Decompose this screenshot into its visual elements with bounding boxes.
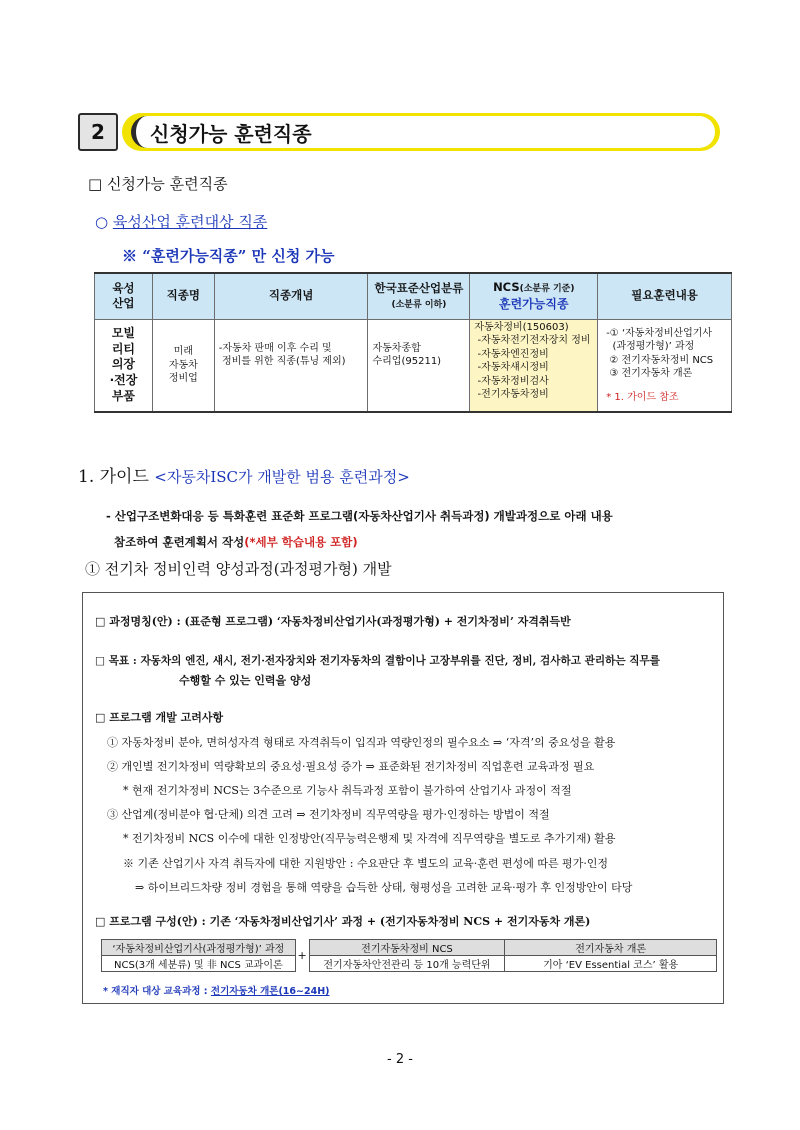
box-goal: □ 목표 : 자동차의 엔진, 섀시, 전기·전자장치와 전기자동차의 결함이나 고장부위를 진단, 정비, 검사하고 관리하는 직무를 [95,655,660,667]
comp-cell-3: 기아 ‘EV Essential 코스’ 활용 [505,956,717,972]
required-list: -① ‘자동차정비산업기사 (과정평가형)’ 과정 ② 전기자동차정비 NCS ③ 전기자동차 개론 [606,327,714,379]
guide-title: 1. 가이드 [78,467,155,487]
header-ncs-blue: 훈련가능직종 [498,296,569,311]
header-ksic-title: 한국표준산업분류 [374,280,464,295]
footnote-course: 전기자동차 개론(16~24H) [210,986,330,997]
box-item-1: ① 자동차정비 분야, 면허성자격 형태로 자격취득이 입직과 역량인정의 필수요소 ⇒ ‘자격’의 중요성을 활용 [107,736,616,749]
cell-ncs: 자동차정비(150603) -자동차전기전자장치 정비 -자동차엔진정비 -자동차섀시정비 -자동차정비검사 -전기자동차정비 [470,319,598,412]
box-support-note: ※ 기존 산업기사 자격 취득자에 대한 지원방안 : 수요판단 후 별도의 교육·훈련 편성에 따른 평가·인정 [123,857,609,870]
header-ksic [368,273,470,319]
box-item-3-note: * 전기차정비 NCS 이수에 대한 인정방안(직무능력은행제 및 자격에 직무역량을 별도로 추가기재) 활용 [123,832,616,845]
comp-cell-2: 전기자동차안전관리 등 10개 능력단위 [309,956,505,972]
box-goal-cont: 수행할 수 있는 인력을 양성 [179,674,312,687]
table-row [95,319,732,412]
heading-available-jobs: □ 신청가능 훈련직종 [88,175,228,193]
comp-header-1: ‘자동차정비산업기사(과정평가형)’ 과정 [102,940,296,956]
cell-job: 미래 자동차 정비업 [152,319,214,412]
comp-cell-1: NCS(3개 세분류) 및 非 NCS 교과이론 [102,956,296,972]
page-number: - 2 - [387,1052,413,1067]
cell-industry: 모빌 리티 의장 ·전장 부품 [95,319,153,412]
box-support-cont: ⇒ 하이브리드차량 정비 경험을 통해 역량을 습득한 상태, 형평성을 고려한 교육·평가 후 인정방안이 타당 [135,881,633,894]
cell-required [598,319,732,412]
box-footnote [103,983,330,997]
header-ncs-sub: (소분류 기준) [519,284,575,295]
guide-subtitle: <자동차ISC가 개발한 범용 훈련과정> [154,468,410,486]
course-heading: ① 전기차 정비인력 양성과정(과정평가형) 개발 [85,560,392,578]
box-item-2-note: * 현재 전기차정비 NCS는 3수준으로 기능사 취득과정 포함이 불가하여 산업기사 과정이 적절 [123,784,572,797]
target-jobs-text: 육성산업 훈련대상 직종 [112,213,268,231]
course-plan-box [82,592,724,1004]
composition-table [101,939,717,972]
header-ncs-title: NCS [493,280,520,295]
note-only-available: ※ “훈련가능직종” 만 신청 가능 [122,247,335,265]
header-ncs [470,273,598,319]
section-title: 신청가능 훈련직종 [131,116,715,148]
bullet-red-note: (*세부 학습내용 포함) [244,535,358,549]
header-concept: 직종개념 [214,273,368,319]
header-job: 직종명 [152,273,214,319]
footnote-prefix: * 재직자 대상 교육과정 : [103,986,211,997]
header-required: 필요훈련내용 [598,273,732,319]
training-jobs-table [94,272,732,413]
heading-target-jobs [95,211,267,232]
box-composition: □ 프로그램 구성(안) : 기존 ‘자동차정비산업기사’ 과정 + (전기자동차정비 NCS + 전기자동차 개론) [95,915,591,928]
box-course-name: □ 과정명칭(안) : (표준형 프로그램) ‘자동차정비산업기사(과정평가형) + 전기차정비’ 자격취득반 [95,615,571,628]
circle-bullet: ○ [95,213,113,231]
box-item-2: ② 개인별 전기차정비 역량확보의 중요성·필요성 증가 ⇒ 표준화된 전기차정비 직업훈련 교육과정 필요 [107,760,595,773]
bullet-text: - 산업구조변화대응 등 특화훈련 표준화 프로그램(자동차산업기사 취득과정) 개발과정으로 아래 내용 참조하여 훈련계획서 작성 [106,509,613,549]
cell-concept: -자동차 판매 이후 수리 및 정비를 위한 직종(튜닝 제외) [214,319,368,412]
section-number: 2 [78,113,118,151]
section-title-bar [122,113,720,151]
box-considerations: □ 프로그램 개발 고려사항 [95,711,224,724]
guide-bullet [106,503,736,555]
comp-plus: + [295,940,309,972]
comp-header-2: 전기자동차정비 NCS [309,940,505,956]
required-ref: * 1. 가이드 참조 [606,391,679,403]
header-industry: 육성 산업 [95,273,153,319]
guide-heading [78,462,410,487]
header-ksic-sub: (소분류 이하) [391,300,447,311]
section-header [78,113,720,151]
comp-header-3: 전기자동차 개론 [505,940,717,956]
cell-ksic: 자동차종합 수리업(95211) [368,319,470,412]
box-item-3: ③ 산업계(정비분야 협·단체) 의견 고려 ⇒ 전기차정비 직무역량을 평가·인정하는 방법이 적절 [107,808,550,821]
